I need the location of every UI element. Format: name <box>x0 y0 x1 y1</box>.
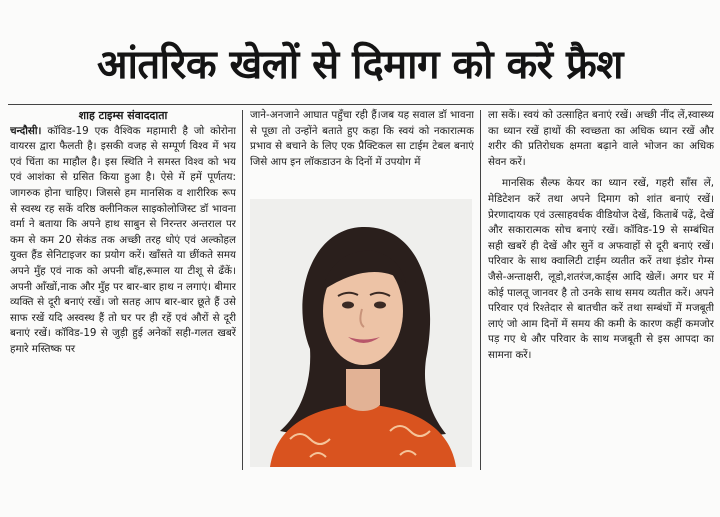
byline: शाह टाइम्स संवाददाता <box>78 109 168 122</box>
column-2-text: जाने-अनजाने आघात पहुँचा रही हैं।जब यह सवाल डॉ भावना से पूछा तो उन्होंने बताते हुए कहा कि स्वयं को नकारात्मक प्रभाव से बचाने के लिए एक प्रैक्टिकल सा टाईम टेबल बनाएं जिसे आप इन लॉकडाउन के दिनों में उपयोग में <box>250 109 474 168</box>
neck-shape <box>346 369 380 411</box>
left-eye <box>342 302 354 309</box>
headline-rule <box>8 104 712 105</box>
portrait-illustration <box>250 199 472 467</box>
headline: आंतरिक खेलों से दिमाग को करें फ्रैश <box>96 42 623 88</box>
column-3-paragraph-2: मानसिक सैल्फ केयर का ध्यान रखें, गहरी साँस लें, मेडिटेशन करें तथा अपने दिमाग को शांत बनाएं रखें।प्रेरणादायक एवं उत्साहवर्धक वीडियोज देखें, किताबें पढ़ें, देखें और सकारात्मक सोच बनाएं रखें। कॉविड-19 से सम्बंधित सही खबरें ही देखें और सुनें व अफवाहों से दूरी बनाएं रखें। परिवार के साथ क्वालिटी टाईम व्यतीत करें तथा इंडोर गेम्स जैसे-अन्ताक्षरी, लूडो,शतरंज,कार्ड्स आदि खेलें। अगर घर में कोई पालतू जानवर है तो उनके साथ समय व्यतीत करें। अपने परिवार एवं रिश्तेदार से बातचीत करें तथा सम्बंधों में मजबूती लाएं जो आम दिनों में समय की कमी के कारण कहीं कमजोर पड़ गए थे और परिवार के साथ मजबूती से इस आपदा का सामना करें। <box>488 177 714 361</box>
column-1 <box>10 108 236 472</box>
column-1-paragraph <box>10 124 236 358</box>
right-eye <box>374 302 386 309</box>
column-3 <box>488 108 714 472</box>
column-3-paragraph-1: ला सकें। स्वयं को उत्साहित बनाएं रखें। अच्छी नींद लें,स्वास्थ्य का ध्यान रखें हाथों की स्वच्छता का अधिक ध्यान रखें और शरीर की प्रतिरोधक क्षमता बढ़ाने वाले भोजन का अधिक सेवन करें। <box>488 109 714 168</box>
portrait-photo <box>250 199 472 467</box>
dateline: चन्दौसी। <box>10 124 42 137</box>
column-1-text: कॉविड-19 एक वैश्विक महामारी है जो कोरोना वायरस द्वारा फैलती है। इसकी वजह से सम्पूर्ण विश्व में भय एवं चिंता का माहौल है। इस स्थिति ने समस्त विश्व को भय एवं आशंका से ग्रसित किया हुआ है। ऐसे में हमें पूर्णतय: जागरुक होना चाहिए। जिससे हम मानसिक व शारीरिक रूप से स्वस्थ रह सकें वरिष्ठ क्लीनिकल साइकोलोजिस्ट डॉ भावना वर्मा ने बताया कि अपने हाथ साबुन से निरन्तर अन्तराल पर कम से कम 20 सेकंड तक अच्छी तरह धोएं एवं अल्कोहल युक्त हैंड सेनिटाइजर का प्रयोग करें। खाँसते या छींकते समय अपने मुँह एवं नाक को अपनी बाँह,रूमाल या टीशू से ढँकें। अपनी आँखों,नाक और मुँह पर बार-बार हाथ न लगाएं। बीमार व्यक्ति से दूरी बनाएं रखें। जो सतह आप बार-बार छूते हैं उसे साफ रखें यदि अस्वस्थ हैं तो घर पर ही रहें एवं औरों से दूरी बनाएं रखें। कॉविड-19 से जुड़ी हुई अनेकों सही-गलत खबरें हमारे मस्तिष्क पर <box>10 124 236 355</box>
column-rule-left <box>242 110 243 470</box>
column-2 <box>250 108 474 194</box>
column-rule-right <box>480 110 481 470</box>
